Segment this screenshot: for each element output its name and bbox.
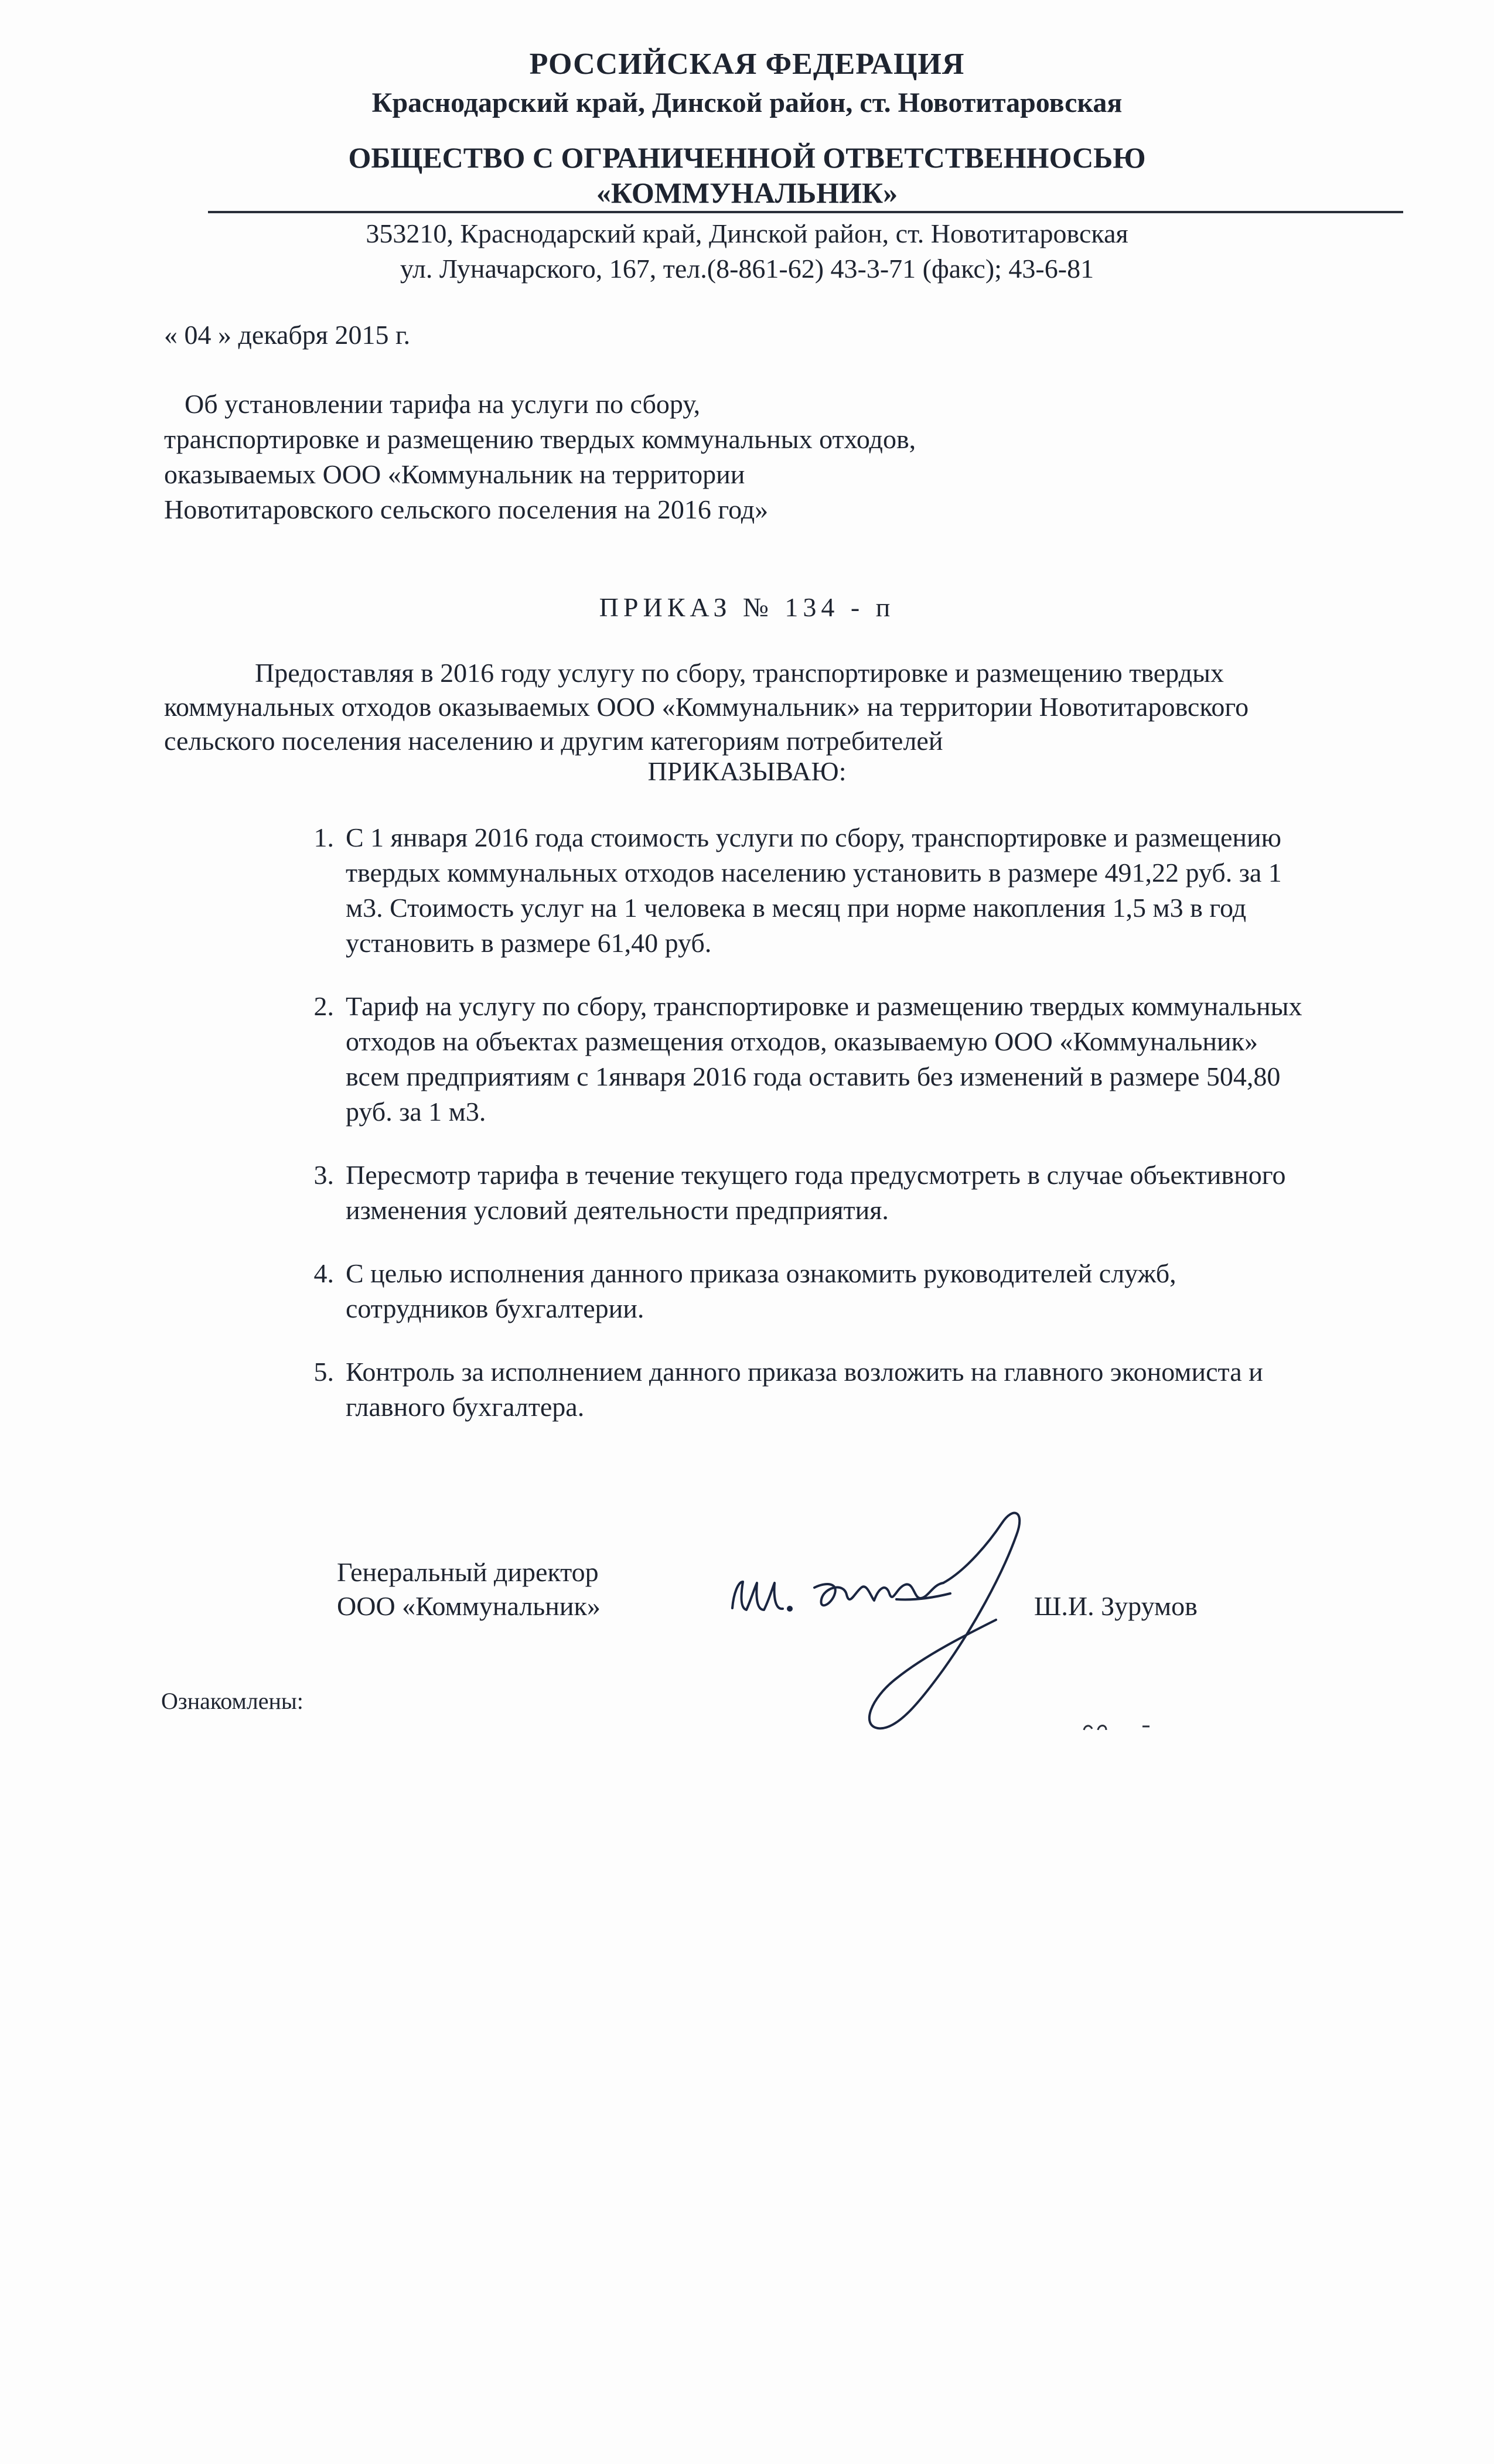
preamble	[164, 656, 1249, 758]
header-org-name: «КОММУНАЛЬНИК»	[596, 176, 898, 209]
order-item	[293, 1354, 1406, 1425]
order-item	[293, 1256, 1406, 1326]
preamble-line: сельского поселения населению и другим категориям потребителей	[164, 726, 943, 756]
item-line: С 1 января 2016 года стоимость услуги по сбору, транспортировке и размещению	[346, 823, 1281, 852]
item-number: 3.	[313, 1160, 334, 1190]
item-line: отходов на объектах размещения отходов, оказываемую ООО «Коммунальник»	[346, 1026, 1258, 1056]
item-number: 4.	[313, 1258, 334, 1288]
item-line: руб. за 1 м3.	[346, 1097, 486, 1127]
preamble-line: Предоставляя в 2016 году услугу по сбору, транспортировке и размещению твердых	[255, 658, 1224, 688]
signatory-title	[337, 1555, 601, 1623]
header-address-line2: ул. Луначарского, 167, тел.(8-861-62) 43-3-71 (факс); 43-6-81	[400, 254, 1094, 284]
preamble-line: коммунальных отходов оказываемых ООО «Коммунальник» на территории Новотитаровского	[164, 692, 1249, 722]
header-region: Краснодарский край, Динской район, ст. Новотитаровская	[371, 87, 1123, 118]
item-number: 1.	[313, 823, 334, 852]
item-line: м3. Стоимость услуг на 1 человека в месяц при норме накопления 1,5 м3 в год	[346, 893, 1247, 923]
item-line: изменения условий деятельности предприятия.	[346, 1195, 889, 1225]
order-items	[293, 820, 1406, 1453]
item-line: сотрудников бухгалтерии.	[346, 1294, 644, 1323]
item-line: всем предприятиям с 1января 2016 года оставить без изменений в размере 504,80	[346, 1062, 1281, 1091]
item-line: С целью исполнения данного приказа ознакомить руководителей служб,	[346, 1258, 1176, 1288]
item-line: твердых коммунальных отходов населению установить в размере 491,22 руб. за 1	[346, 858, 1282, 888]
document-date: « 04 » декабря 2015 г.	[164, 320, 411, 350]
order-item	[293, 820, 1406, 961]
item-number: 5.	[313, 1357, 334, 1387]
subject-line: Новотитаровского сельского поселения на 2016 год»	[164, 494, 769, 524]
header-org-type: ОБЩЕСТВО С ОГРАНИЧЕННОЙ ОТВЕТСТВЕННОСЬЮ	[348, 141, 1146, 174]
header-address-line1: 353210, Краснодарский край, Динской район, ст. Новотитаровская	[366, 219, 1128, 248]
subject-line: Об установлении тарифа на услуги по сбору,	[185, 389, 701, 419]
item-line: Тариф на услугу по сбору, транспортировке и размещению твердых коммунальных	[346, 991, 1302, 1021]
item-line: Пересмотр тарифа в течение текущего года предусмотреть в случае объективного	[346, 1160, 1286, 1190]
header-divider	[208, 211, 1403, 213]
order-item	[293, 1158, 1406, 1228]
handwritten-signature	[721, 1500, 1084, 1746]
subject-line: оказываемых ООО «Коммунальник на территории	[164, 459, 745, 489]
signatory-name: Ш.И. Зурумов	[1034, 1591, 1198, 1621]
item-line: Контроль за исполнением данного приказа возложить на главного экономиста и	[346, 1357, 1263, 1387]
order-command: ПРИКАЗЫВАЮ:	[647, 756, 847, 786]
signatory-organization: ООО «Коммунальник»	[337, 1591, 601, 1621]
acquainted-label: Ознакомлены:	[161, 1688, 303, 1714]
cropped-text-fragment	[1072, 1714, 1166, 1731]
item-number: 2.	[313, 991, 334, 1021]
subject-line: транспортировке и размещению твердых коммунальных отходов,	[164, 424, 916, 454]
order-title: ПРИКАЗ № 134 - п	[599, 592, 895, 622]
order-item	[293, 989, 1406, 1129]
header-country: РОССИЙСКАЯ ФЕДЕРАЦИЯ	[529, 47, 965, 81]
item-line: главного бухгалтера.	[346, 1392, 585, 1422]
document-subject	[164, 387, 916, 527]
signatory-position: Генеральный директор	[337, 1557, 599, 1587]
item-line: установить в размере 61,40 руб.	[346, 928, 712, 958]
